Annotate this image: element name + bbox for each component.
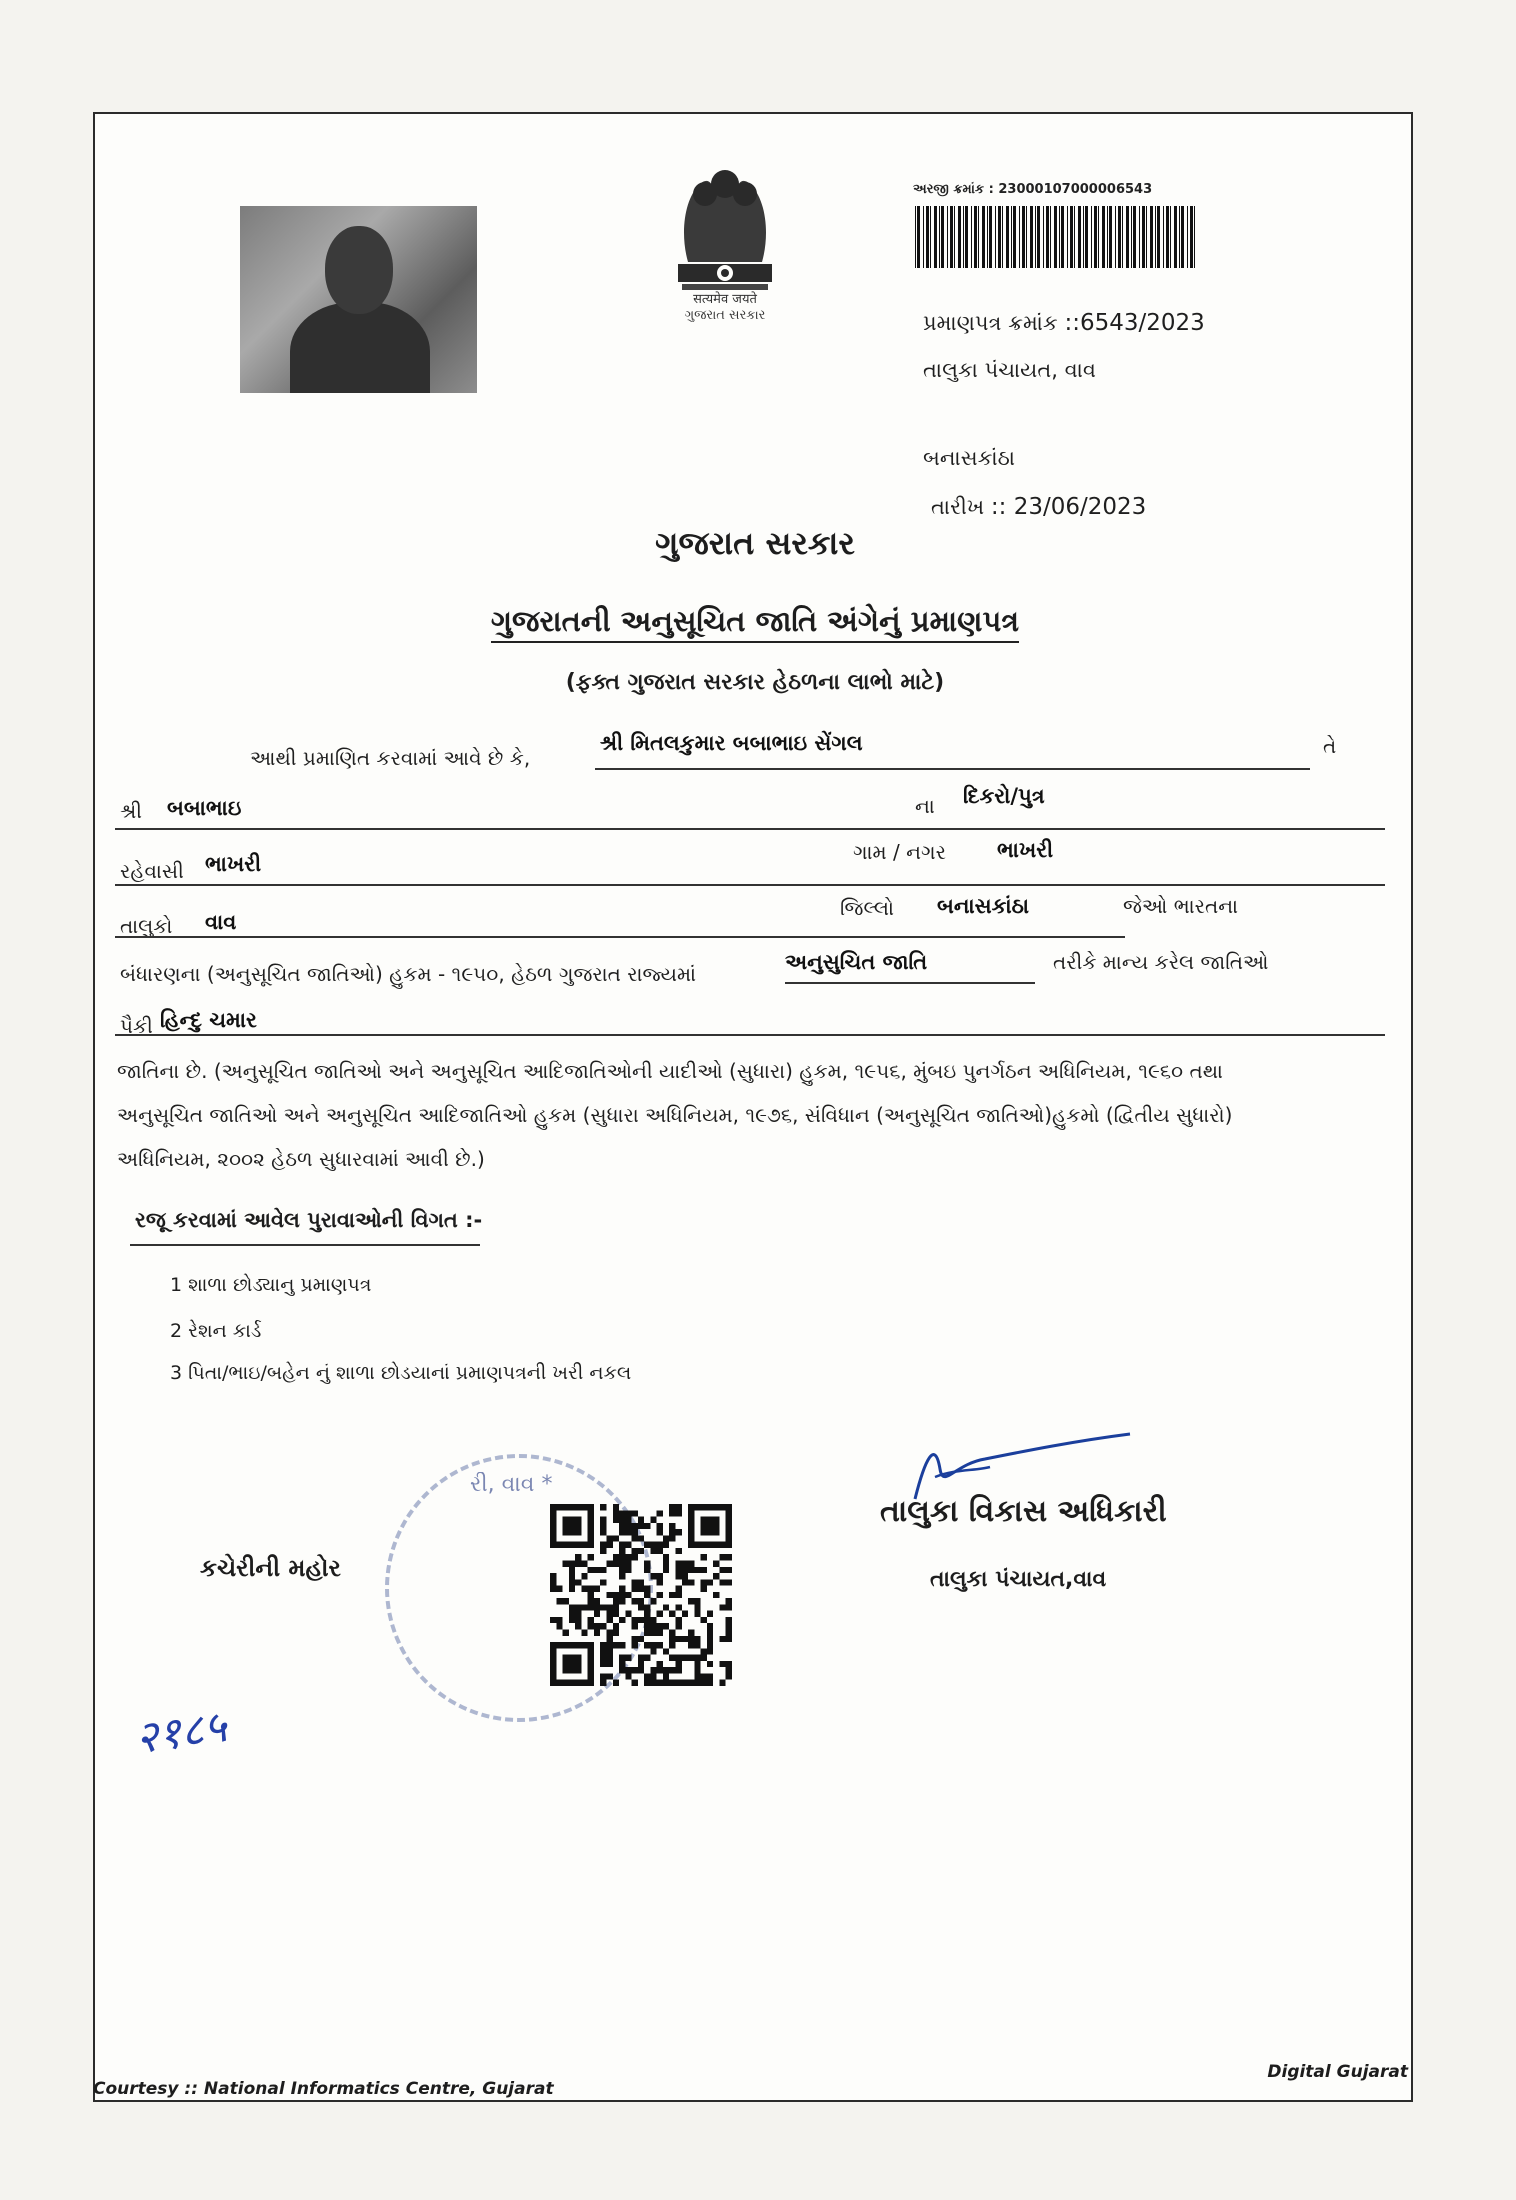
name-underline [595, 768, 1310, 770]
certificate-title [95, 604, 1415, 639]
caste: હિન્દુ ચમાર [160, 1008, 257, 1032]
paragraph-line-1: જાતિના છે. (અનુસૂચિત જાતિઓ અને અનુસૂચિત આદિજાતિઓની યાદીઓ (સુધારા) હુકમ, ૧૯૫૬, મુંબઇ પુનર્ગઠન અધિનિયમ, ૧૯૬૦ તથા [117, 1059, 1223, 1083]
constitution-text: બંધારણના (અનુસૂચિત જાતિઓ) હુકમ - ૧૯૫૦, હેઠળ ગુજરાત રાજ્યમાં [120, 962, 696, 986]
handwritten-note-text: २१८५ [131, 1701, 230, 1765]
legal-paragraph [117, 1049, 1397, 1181]
resident: ભાખરી [205, 852, 262, 876]
subtitle: (ફક્ત ગુજરાત સરકાર હેઠળના લાભો માટે) [565, 670, 945, 695]
barcode [915, 206, 1200, 268]
heading: ગુજરાત સરકાર [655, 524, 855, 562]
father-name: બબાભાઇ [167, 796, 242, 820]
resident-label: રહેવાસી [120, 859, 184, 883]
resident-underline [115, 884, 1385, 886]
issue-date: :: 23/06/2023 [990, 494, 1147, 520]
seal-stamp-text: રી, વાવ * [470, 1472, 553, 1497]
issuing-district: બનાસકાંઠા [923, 446, 1016, 470]
taluka-label: તાલુકો [120, 914, 173, 938]
application-number: અરજી ક્રમાંક : 23000107000006543 [913, 182, 1153, 197]
certificate-page [93, 112, 1413, 2102]
handwritten-note [131, 1682, 319, 1776]
applicant-name: શ્રી મિતલકુમાર બબાભાઇ સેંગલ [600, 731, 863, 755]
caste-underline [115, 1034, 1385, 1036]
certificate-title-text: ગુજરાતની અનુસૂચિત જાતિ અંગેનું પ્રમાણપત્ર [491, 604, 1019, 643]
officer-signature [895, 1429, 1135, 1504]
relation-label: ના [915, 794, 935, 818]
signatory-title: તાલુકા વિકાસ અધિકારી [880, 1494, 1167, 1529]
emblem-government: ગુજરાત સરકાર [684, 308, 766, 323]
certificate-number-row [923, 310, 1205, 336]
category-underline [785, 982, 1035, 984]
category: અનુસુચિત જાતિ [785, 950, 928, 974]
date-row [931, 494, 1146, 520]
qr-code [550, 1504, 732, 1686]
footer-brand: Digital Gujarat [1267, 2062, 1408, 2082]
father-label: શ્રી [120, 799, 143, 823]
name-suffix: તે [1323, 734, 1337, 758]
evidence-item: 1 શાળા છોડ્યાનુ પ્રમાણપત્ર [170, 1274, 372, 1296]
paragraph-line-3: અધિનિયમ, ૨૦૦૨ હેઠળ સુધારવામાં આવી છે.) [117, 1147, 485, 1171]
intro-label: આથી પ્રમાણિત કરવામાં આવે છે કે, [250, 746, 531, 770]
evidence-heading: રજૂ કરવામાં આવેલ પુરાવાઓની વિગત :- [135, 1208, 483, 1232]
relation: દિકરો/પુત્ર [963, 784, 1045, 808]
footer-courtesy: Courtesy :: National Informatics Centre, Gujarat [93, 2079, 554, 2099]
certificate-number-label: પ્રમાણપત્ર ક્રમાંક [923, 311, 1058, 335]
village: ભાખરી [997, 838, 1054, 862]
date-label: તારીખ [931, 495, 985, 519]
taluka: વાવ [205, 910, 237, 934]
village-label: ગામ / નગર [853, 840, 946, 864]
district: બનાસકાંઠા [937, 894, 1030, 918]
national-emblem-icon [660, 154, 790, 304]
caste-label: પૈકી [120, 1014, 153, 1038]
india-suffix: જેઓ ભારતના [1123, 894, 1239, 918]
father-underline [115, 828, 1385, 830]
evidence-item: 2 રેશન કાર્ડ [170, 1320, 262, 1342]
evidence-underline [130, 1244, 480, 1246]
emblem-caption [655, 292, 795, 324]
office-seal-label: કચેરીની મહોર [200, 1554, 341, 1582]
emblem-motto: सत्यमेव जयते [693, 292, 757, 307]
evidence-item: 3 પિતા/ભાઇ/બહેન નું શાળા છોડયાનાં પ્રમાણપત્રની ખરી નકલ [170, 1362, 632, 1384]
applicant-photo [240, 206, 477, 393]
district-label: જિલ્લો [840, 896, 894, 920]
paragraph-line-2: અનુસૂચિત જાતિઓ અને અનુસૂચિત આદિજાતિઓ હુકમ (સુધારા અધિનિયમ, ૧૯૭૬, સંવિધાન (અનુસૂચિત જાતિઓ)હુકમો (દ્વિતીય સુધારો) [117, 1103, 1233, 1127]
recognized-suffix: તરીકે માન્ય કરેલ જાતિઓ [1053, 950, 1269, 974]
certificate-number: ::6543/2023 [1064, 310, 1205, 336]
signatory-office: તાલુકા પંચાયત,વાવ [930, 1567, 1107, 1592]
issuing-office: તાલુકા પંચાયત, વાવ [923, 358, 1096, 382]
taluka-underline [115, 936, 1125, 938]
